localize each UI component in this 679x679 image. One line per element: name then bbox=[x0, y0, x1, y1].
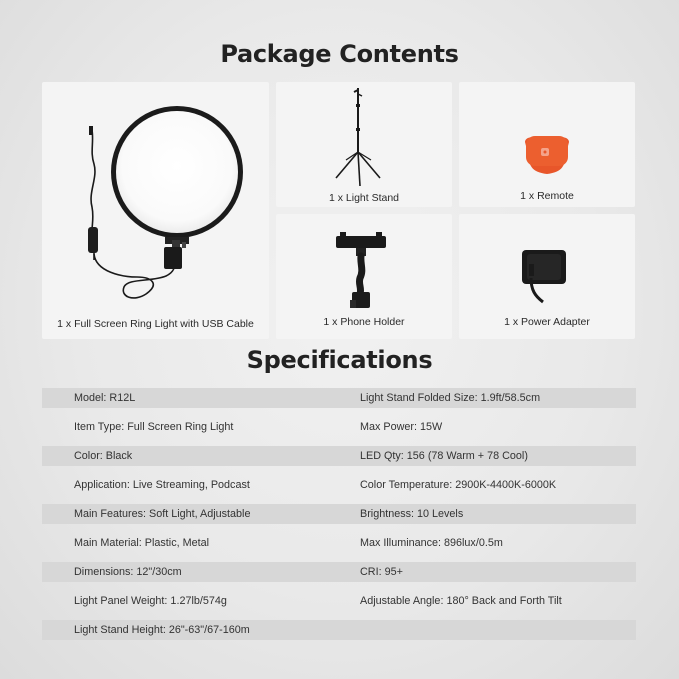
spec-left: Item Type: Full Screen Ring Light bbox=[74, 421, 234, 433]
spec-row bbox=[42, 388, 636, 408]
ring-light-icon bbox=[42, 82, 269, 339]
spec-row bbox=[42, 562, 636, 582]
phone-holder-label: 1 x Phone Holder bbox=[323, 316, 405, 328]
spec-right: Brightness: 10 Levels bbox=[360, 508, 464, 520]
spec-left: Light Stand Height: 26"-63"/67-160m bbox=[74, 624, 250, 636]
remote-card bbox=[459, 82, 635, 207]
spec-right: Color Temperature: 2900K-4400K-6000K bbox=[360, 479, 557, 491]
package-contents-title: Package Contents bbox=[220, 40, 459, 68]
spec-left: Model: R12L bbox=[74, 392, 136, 404]
ring-light-card bbox=[42, 82, 269, 339]
specifications-title: Specifications bbox=[246, 346, 433, 374]
remote-icon bbox=[459, 82, 635, 207]
spec-right: Max Power: 15W bbox=[360, 421, 443, 433]
spec-row bbox=[42, 417, 636, 437]
spec-row bbox=[42, 620, 636, 640]
spec-right: Light Stand Folded Size: 1.9ft/58.5cm bbox=[360, 392, 541, 404]
spec-left: Application: Live Streaming, Podcast bbox=[74, 479, 250, 491]
power-adapter-card bbox=[459, 214, 635, 339]
light-stand-icon bbox=[276, 82, 452, 207]
spec-right: LED Qty: 156 (78 Warm + 78 Cool) bbox=[360, 450, 528, 462]
spec-left: Main Features: Soft Light, Adjustable bbox=[74, 508, 251, 520]
spec-right: CRI: 95+ bbox=[360, 566, 403, 578]
spec-row bbox=[42, 475, 636, 495]
spec-left: Color: Black bbox=[74, 450, 133, 462]
spec-row bbox=[42, 504, 636, 524]
spec-row bbox=[42, 446, 636, 466]
light-stand-card bbox=[276, 82, 452, 207]
spec-left: Main Material: Plastic, Metal bbox=[74, 537, 210, 549]
ring-light-label: 1 x Full Screen Ring Light with USB Cable bbox=[57, 318, 254, 330]
spec-right: Adjustable Angle: 180° Back and Forth Tilt bbox=[360, 595, 562, 607]
spec-row bbox=[42, 533, 636, 553]
spec-left: Dimensions: 12"/30cm bbox=[74, 566, 182, 578]
phone-holder-card bbox=[276, 214, 452, 339]
spec-right: Max Illuminance: 896lux/0.5m bbox=[360, 537, 503, 549]
spec-row bbox=[42, 591, 636, 611]
remote-label: 1 x Remote bbox=[520, 190, 574, 202]
power-adapter-label: 1 x Power Adapter bbox=[504, 316, 590, 328]
light-stand-label: 1 x Light Stand bbox=[328, 192, 400, 204]
spec-left: Light Panel Weight: 1.27lb/574g bbox=[74, 595, 227, 607]
